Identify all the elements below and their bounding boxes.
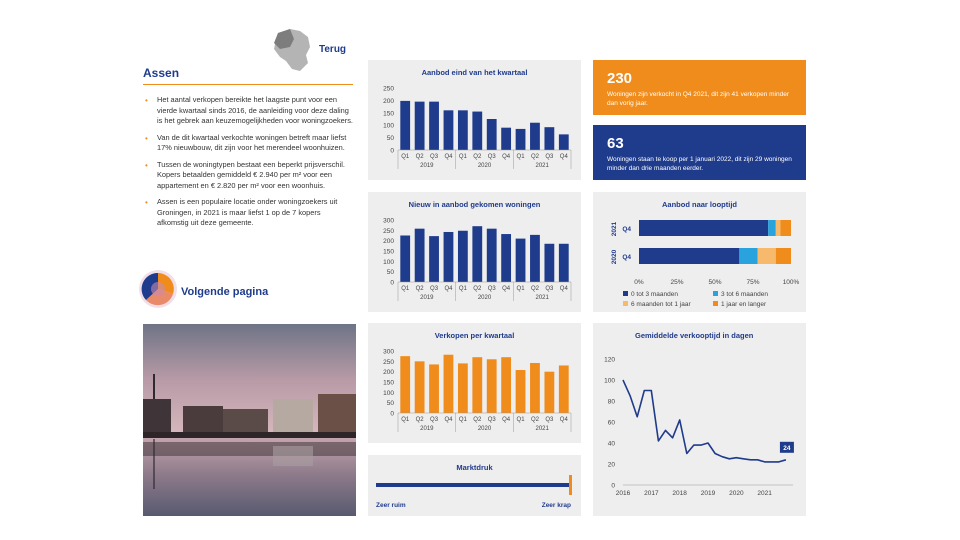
chart-title: Verkopen per kwartaal <box>434 331 515 340</box>
stacked-bar-segment <box>639 248 739 264</box>
chart-title: Aanbod eind van het kwartaal <box>421 68 528 77</box>
x-tick-label: 50% <box>708 279 722 286</box>
category-label: Q4 <box>622 226 631 233</box>
x-tick-label: Q1 <box>401 154 410 160</box>
x-tick-label: Q3 <box>487 286 496 292</box>
y-tick-label: 300 <box>383 217 394 225</box>
x-tick-label: Q2 <box>473 417 482 423</box>
y-tick-label: 0 <box>390 147 394 155</box>
year-label: 2019 <box>420 163 434 169</box>
x-tick-label: 2021 <box>757 490 772 497</box>
y-tick-label: 150 <box>383 379 394 387</box>
bar <box>472 357 482 413</box>
y-tick-label: 200 <box>383 369 394 377</box>
bar <box>429 102 439 150</box>
bar <box>415 102 425 150</box>
x-tick-label: Q1 <box>401 417 410 423</box>
x-tick-label: 0% <box>634 279 644 286</box>
x-tick-label: 75% <box>746 279 760 286</box>
province-map-icon[interactable] <box>272 27 314 73</box>
looptijd-chart-panel <box>593 192 806 312</box>
x-tick-label: 2016 <box>615 490 631 497</box>
bar <box>429 236 439 282</box>
bar <box>400 356 410 413</box>
kpi-value: 230 <box>607 70 633 87</box>
year-label: 2021 <box>535 426 549 432</box>
legend-swatch <box>623 301 628 306</box>
x-tick-label: Q1 <box>458 286 467 292</box>
stacked-bar-segment <box>776 220 781 236</box>
verkooptijd-chart-panel <box>593 323 806 516</box>
year-label: 2019 <box>420 426 434 432</box>
year-label: 2020 <box>477 295 492 301</box>
bar <box>429 364 439 413</box>
y-tick-label: 150 <box>383 110 394 118</box>
y-tick-label: 20 <box>607 461 615 469</box>
legend-swatch <box>713 301 718 306</box>
x-tick-label: Q2 <box>530 154 539 160</box>
y-tick-label: 100 <box>604 377 615 385</box>
bullet-item: • Tussen de woningtypen bestaat een beperkt prijsverschil. Kopers betaalden gemiddeld € 2.940 per m² voor een appartement en € 2.820 per m² voor een woonhuis. <box>143 160 353 192</box>
next-page-link[interactable]: Volgende pagina <box>181 286 269 298</box>
bar <box>544 127 554 150</box>
x-tick-label: Q4 <box>502 286 511 292</box>
marktdruk-right-label: Zeer krap <box>541 502 571 509</box>
y-tick-label: 300 <box>383 348 394 356</box>
y-tick-label: 250 <box>383 358 394 366</box>
y-tick-label: 60 <box>607 419 615 427</box>
legend-label: 0 tot 3 maanden <box>631 291 678 298</box>
y-tick-label: 40 <box>607 440 615 448</box>
nieuw-chart-panel <box>368 192 581 312</box>
kpi-value: 63 <box>607 135 624 152</box>
x-tick-label: Q2 <box>473 286 482 292</box>
bar <box>501 128 511 150</box>
year-label: 2019 <box>420 295 434 301</box>
bar <box>472 226 482 282</box>
x-tick-label: Q4 <box>559 417 568 423</box>
marktdruk-left-label: Zeer ruim <box>376 502 406 509</box>
canal-photo <box>143 324 356 516</box>
y-tick-label: 200 <box>383 238 394 246</box>
marktdruk-bar <box>376 483 571 487</box>
x-tick-label: Q2 <box>530 417 539 423</box>
stacked-bar-segment <box>768 220 776 236</box>
stacked-bar-segment <box>739 248 757 264</box>
legend-swatch <box>713 291 718 296</box>
bullet-item: • Assen is een populaire locatie onder woningzoekers uit Groningen, in 2021 is maar liefst 1 op de 7 kopers afkomstig uit deze gemeente. <box>143 197 353 229</box>
pie-chart-icon[interactable] <box>138 269 178 309</box>
year-label: 2021 <box>611 221 618 237</box>
y-tick-label: 100 <box>383 122 394 130</box>
x-tick-label: Q3 <box>545 286 554 292</box>
bar <box>415 229 425 282</box>
x-tick-label: Q4 <box>444 286 453 292</box>
year-label: 2020 <box>477 426 492 432</box>
bar <box>415 361 425 413</box>
bar <box>472 112 482 150</box>
bar <box>559 134 569 150</box>
y-tick-label: 250 <box>383 85 394 93</box>
x-tick-label: 25% <box>670 279 684 286</box>
last-value-label: 24 <box>783 444 791 452</box>
marktdruk-panel <box>368 455 581 516</box>
bar <box>400 236 410 283</box>
x-tick-label: Q2 <box>415 417 424 423</box>
bar <box>444 232 454 282</box>
x-tick-label: Q4 <box>559 286 568 292</box>
chart-title: Aanbod naar looptijd <box>662 200 737 209</box>
legend-swatch <box>623 291 628 296</box>
chart-title: Nieuw in aanbod gekomen woningen <box>408 200 541 209</box>
bar <box>530 235 540 282</box>
x-tick-label: Q2 <box>415 286 424 292</box>
bar <box>458 231 468 282</box>
y-tick-label: 120 <box>604 356 615 364</box>
bar <box>487 359 497 413</box>
x-tick-label: 2019 <box>700 490 716 497</box>
bar <box>516 239 526 282</box>
x-tick-label: Q2 <box>473 154 482 160</box>
x-tick-label: Q3 <box>430 286 439 292</box>
kpi-text: Woningen staan te koop per 1 januari 2022, dit zijn 29 woningen minder dan drie maanden eerder. <box>607 156 792 172</box>
year-label: 2021 <box>535 295 549 301</box>
y-tick-label: 50 <box>386 400 394 408</box>
y-tick-label: 0 <box>390 279 394 287</box>
title-divider <box>143 84 353 85</box>
legend-label: 3 tot 6 maanden <box>721 291 768 298</box>
x-tick-label: Q1 <box>458 417 467 423</box>
year-label: 2020 <box>611 249 618 265</box>
bar <box>458 363 468 413</box>
bar <box>530 363 540 413</box>
series-line <box>623 380 786 462</box>
bar <box>458 110 468 150</box>
x-tick-label: Q1 <box>401 286 410 292</box>
kpi-supply <box>593 125 806 180</box>
summary-bullets <box>143 95 353 235</box>
x-tick-label: Q1 <box>516 154 525 160</box>
stacked-bar-segment <box>639 220 768 236</box>
chart-title: Gemiddelde verkooptijd in dagen <box>635 331 754 340</box>
legend-label: 6 maanden tot 1 jaar <box>631 301 691 308</box>
x-tick-label: Q1 <box>458 154 467 160</box>
y-tick-label: 80 <box>607 398 615 406</box>
x-tick-label: 2020 <box>729 490 744 497</box>
bullet-item: • Het aantal verkopen bereikte het laagste punt voor een vierde kwartaal sinds 2016, de aanleiding voor deze daling is het gebrek aan keuzemogelijkheden voor woningzoekers. <box>143 95 353 127</box>
bullet-item: • Van de dit kwartaal verkochte woningen betreft maar liefst 17% nieuwbouw, dit zijn voor het merendeel woonhuizen. <box>143 133 353 154</box>
year-label: 2021 <box>535 163 549 169</box>
x-tick-label: Q3 <box>487 417 496 423</box>
bar <box>544 372 554 413</box>
bar <box>516 370 526 413</box>
x-tick-label: Q3 <box>545 417 554 423</box>
bar <box>400 101 410 150</box>
x-tick-label: Q4 <box>444 417 453 423</box>
kpi-sales <box>593 60 806 115</box>
bar <box>501 234 511 282</box>
aanbod-chart-panel <box>368 60 581 180</box>
bar <box>501 357 511 413</box>
bar <box>444 110 454 150</box>
x-tick-label: Q4 <box>502 154 511 160</box>
marktdruk-marker <box>569 475 572 495</box>
year-label: 2020 <box>477 163 492 169</box>
category-label: Q4 <box>622 254 631 261</box>
bar <box>487 119 497 150</box>
stacked-bar-segment <box>780 220 791 236</box>
x-tick-label: Q4 <box>444 154 453 160</box>
bar <box>487 229 497 282</box>
bar <box>444 355 454 413</box>
y-tick-label: 50 <box>386 269 394 277</box>
page-title: Assen <box>143 66 180 80</box>
x-tick-label: Q3 <box>430 154 439 160</box>
y-tick-label: 150 <box>383 248 394 256</box>
x-tick-label: 2018 <box>672 490 687 497</box>
x-tick-label: Q4 <box>559 154 568 160</box>
x-tick-label: Q1 <box>516 417 525 423</box>
stacked-bar-segment <box>758 248 776 264</box>
x-tick-label: Q3 <box>487 154 496 160</box>
x-tick-label: Q2 <box>415 154 424 160</box>
x-tick-label: Q3 <box>545 154 554 160</box>
x-tick-label: Q2 <box>530 286 539 292</box>
x-tick-label: Q3 <box>430 417 439 423</box>
y-tick-label: 0 <box>611 482 615 490</box>
y-tick-label: 50 <box>386 135 394 143</box>
marktdruk-title: Marktdruk <box>456 463 493 472</box>
x-tick-label: 100% <box>782 279 800 286</box>
bar <box>559 244 569 282</box>
y-tick-label: 250 <box>383 227 394 235</box>
y-tick-label: 0 <box>390 410 394 418</box>
bar <box>530 123 540 150</box>
back-link[interactable]: Terug <box>319 44 347 55</box>
stacked-bar-segment <box>776 248 791 264</box>
y-tick-label: 100 <box>383 258 394 266</box>
x-tick-label: Q1 <box>516 286 525 292</box>
x-tick-label: 2017 <box>644 490 659 497</box>
verkopen-chart-panel <box>368 323 581 443</box>
x-tick-label: Q4 <box>502 417 511 423</box>
y-tick-label: 200 <box>383 97 394 105</box>
bar <box>516 129 526 150</box>
bar <box>559 365 569 413</box>
y-tick-label: 100 <box>383 389 394 397</box>
kpi-text: Woningen zijn verkocht in Q4 2021, dit zijn 41 verkopen minder dan vorig jaar. <box>607 91 789 107</box>
bar <box>544 244 554 282</box>
legend-label: 1 jaar en langer <box>721 301 767 308</box>
